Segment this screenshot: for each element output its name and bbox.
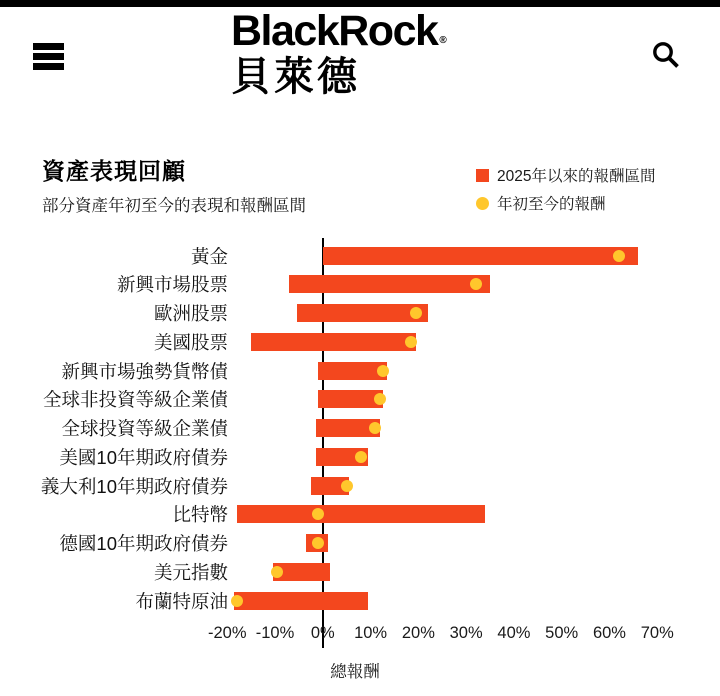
legend-ytd-label: 年初至今的報酬: [497, 196, 606, 213]
top-black-strip: [0, 0, 720, 7]
category-label: 新興市場股票: [116, 274, 228, 296]
category-label: 美國股票: [153, 331, 228, 353]
chart-subtitle: 部分資產年初至今的表現和報酬區間: [42, 197, 306, 215]
chart-legend: [476, 165, 655, 221]
brand-wordmark-zh: 貝萊德: [231, 55, 360, 99]
range-bar: [323, 247, 638, 265]
chart-row: [0, 241, 720, 270]
category-label: 新興市場強勢貨幣債: [61, 360, 228, 382]
ytd-dot: [355, 451, 367, 463]
category-label: 德國10年期政府債券: [59, 533, 228, 554]
x-tick-label: 50%: [545, 624, 579, 642]
chart-title: 資產表現回顧: [42, 158, 186, 184]
ytd-dot: [377, 365, 389, 377]
ytd-dot: [410, 307, 422, 319]
category-label: 義大利10年期政府債券: [40, 475, 228, 497]
hamburger-icon: [33, 43, 64, 50]
ytd-dot: [231, 595, 243, 607]
chart-row: [0, 500, 720, 529]
x-tick-label: -20%: [207, 624, 247, 642]
x-tick-label: -10%: [255, 624, 295, 642]
legend-row-range: [476, 165, 655, 185]
legend-range-marker: [476, 169, 489, 182]
chart-row: [0, 442, 720, 471]
category-label: 比特幣: [172, 504, 228, 526]
legend-ytd-marker: [476, 197, 489, 210]
category-label: 全球投資等級企業債: [61, 418, 228, 439]
ytd-dot: [470, 278, 482, 290]
legend-row-ytd: [476, 193, 655, 213]
range-bar: [297, 304, 428, 322]
x-axis-label: 總報酬: [330, 663, 380, 681]
category-label: 美元指數: [153, 561, 228, 583]
ytd-dot: [374, 393, 386, 405]
category-label: 布蘭特原油: [135, 590, 228, 612]
x-tick-label: 0%: [310, 624, 335, 642]
x-tick-label: 40%: [497, 624, 531, 642]
chart-row: [0, 327, 720, 356]
brand-logo[interactable]: [231, 7, 447, 99]
category-label: 全球非投資等級企業債: [42, 389, 228, 411]
chart-row: [0, 414, 720, 443]
chart-row: [0, 529, 720, 558]
range-bar: [251, 333, 416, 351]
range-bar: [318, 390, 383, 408]
range-bar: [289, 275, 490, 293]
x-tick-label: 70%: [640, 624, 674, 642]
chart-row: [0, 471, 720, 500]
chart-row: [0, 299, 720, 328]
legend-range-label: 2025年以來的報酬區間: [497, 168, 656, 185]
x-tick-label: 10%: [354, 624, 388, 642]
chart-row: [0, 557, 720, 586]
ytd-dot: [341, 480, 353, 492]
x-tick-label: 30%: [449, 624, 483, 642]
category-label: 黃金: [190, 245, 228, 267]
chart-row: [0, 356, 720, 385]
search-button[interactable]: [648, 38, 684, 72]
menu-button[interactable]: [33, 43, 64, 70]
chart-row: [0, 270, 720, 299]
range-bar: [234, 592, 368, 610]
range-bar: [237, 505, 485, 523]
ytd-dot: [312, 537, 324, 549]
bar-chart: [0, 238, 720, 696]
x-tick-label: 60%: [592, 624, 626, 642]
registered-trademark: ®: [439, 35, 447, 46]
ytd-dot: [613, 250, 625, 262]
hamburger-icon: [33, 53, 64, 60]
hamburger-icon: [33, 63, 64, 70]
category-label: 歐洲股票: [153, 303, 228, 324]
chart-row: [0, 385, 720, 414]
ytd-dot: [405, 336, 417, 348]
x-tick-label: 20%: [401, 624, 435, 642]
category-label: 美國10年期政府債券: [59, 446, 228, 468]
chart-row: [0, 586, 720, 615]
brand-wordmark: BlackRock ®: [231, 7, 447, 55]
search-icon: [649, 38, 683, 72]
